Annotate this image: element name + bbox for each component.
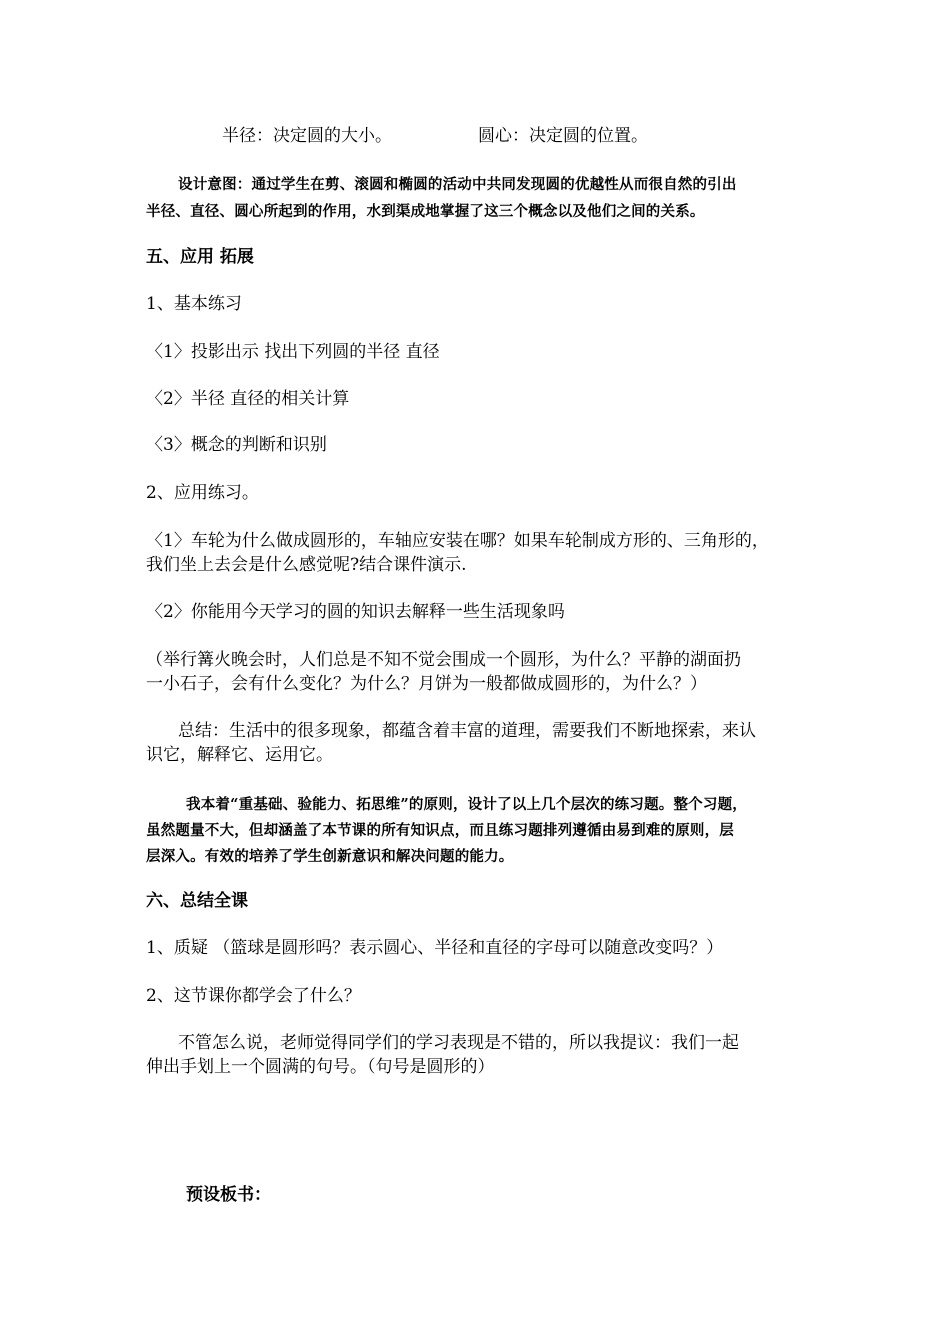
example-line-1: （举行篝火晚会时，人们总是不知不觉会围成一个圆形，为什么？平静的湖面扔 [146,650,741,670]
center-note: 圆心：决定圆的位置。 [478,126,648,146]
question-doubt: 1、质疑 （篮球是圆形吗？表示圆心、半径和直径的字母可以随意改变吗？） [146,938,724,958]
applied-practice-title: 2、应用练习。 [146,483,259,503]
closing-line-2: 伸出手划上一个圆满的句号。（句号是圆形的） [146,1057,495,1077]
example-line-2: 一小石子，会有什么变化？为什么？月饼为一般都做成圆形的，为什么？） [146,674,707,694]
section-6-title: 六、总结全课 [146,891,248,911]
basic-practice-title: 1、基本练习 [146,294,242,314]
design-intent-1-line-1: 设计意图：通过学生在剪、滚圆和椭圆的活动中共同发现圆的优越性从而很自然的引出 [178,176,737,193]
summary-line-1: 总结：生活中的很多现象，都蕴含着丰富的道理，需要我们不断地探索，来认 [178,721,756,741]
board-plan-title: 预设板书： [186,1185,271,1205]
applied-question-1-line-1: 〈1〉车轮为什么做成圆形的，车轴应安装在哪？如果车轮制成方形的、三角形的， [146,531,769,551]
question-learned: 2、这节课你都学会了什么？ [146,986,361,1006]
summary-line-2: 识它，解释它、运用它。 [146,745,333,765]
design-intent-2-line-3: 层深入。有效的培养了学生创新意识和解决问题的能力。 [146,848,514,865]
design-intent-1-line-2: 半径、直径、圆心所起到的作用，水到渠成地掌握了这三个概念以及他们之间的关系。 [146,203,705,220]
basic-practice-item-3: 〈3〉概念的判断和识别 [146,435,327,455]
closing-line-1: 不管怎么说，老师觉得同学们的学习表现是不错的，所以我提议：我们一起 [178,1033,739,1053]
radius-note: 半径：决定圆的大小。 [222,126,392,146]
applied-question-2: 〈2〉你能用今天学习的圆的知识去解释一些生活现象吗 [146,602,565,622]
design-intent-2-line-2: 虽然题量不大，但却涵盖了本节课的所有知识点，而且练习题排列遵循由易到难的原则，层 [146,822,734,839]
applied-question-1-line-2: 我们坐上去会是什么感觉呢?结合课件演示. [146,555,467,575]
basic-practice-item-1: 〈1〉投影出示 找出下列圆的半径 直径 [146,342,440,362]
design-intent-2-line-1: 我本着“重基础、验能力、拓思维”的原则，设计了以上几个层次的练习题。整个习题， [186,796,747,813]
section-5-title: 五、应用 拓展 [146,247,254,267]
basic-practice-item-2: 〈2〉半径 直径的相关计算 [146,389,350,409]
